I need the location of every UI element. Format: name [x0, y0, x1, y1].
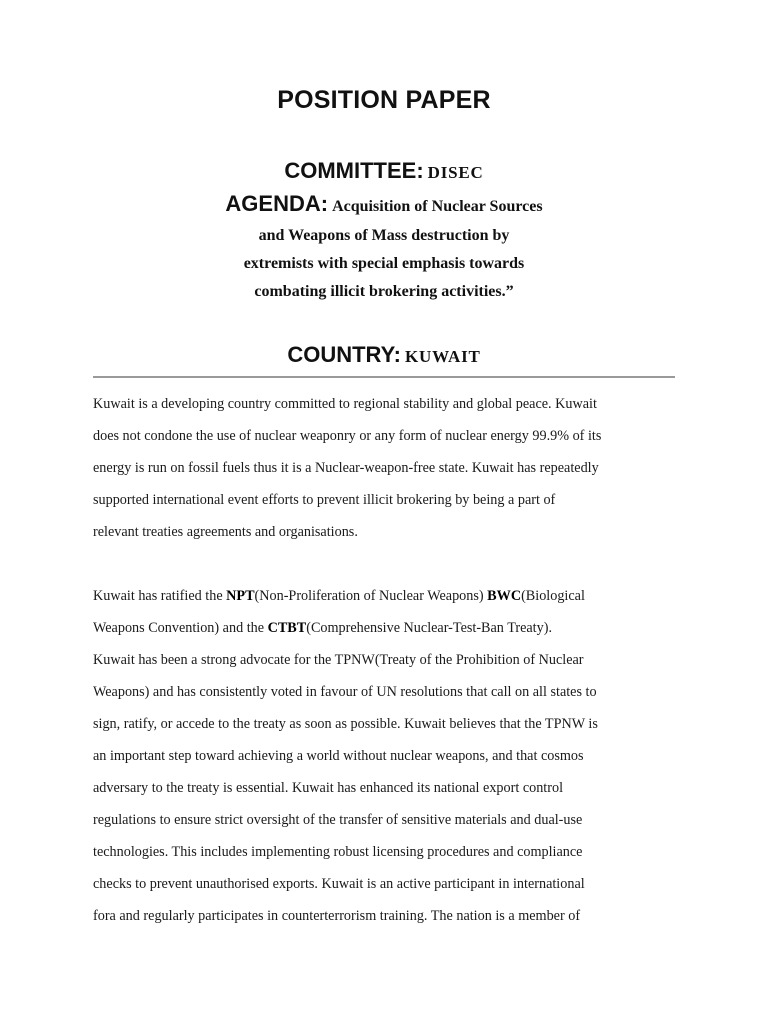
bwc-acronym: BWC [487, 588, 522, 604]
body-line: Kuwait is a developing country committed to regional stability and global peace. Kuwait [93, 396, 597, 412]
country-value: KUWAIT [405, 347, 481, 366]
agenda-label: AGENDA: [225, 191, 329, 216]
body-line: fora and regularly participates in counterterrorism training. The nation is a member of [93, 908, 581, 924]
committee-label: COMMITTEE: [284, 158, 424, 183]
body-line-treaties [93, 620, 552, 637]
body-line: Kuwait has been a strong advocate for the TPNW(Treaty of the Prohibition of Nuclear [93, 652, 584, 668]
body-line: supported international event efforts to prevent illicit brokering by being a part of [93, 492, 556, 508]
country-label: COUNTRY: [287, 342, 401, 367]
committee-value: DISEC [427, 163, 484, 182]
body-line: an important step toward achieving a world without nuclear weapons, and that cosmos [93, 748, 584, 764]
body-line-treaties [93, 588, 585, 605]
body-text: Weapons Convention) and the [93, 620, 268, 636]
body-line: regulations to ensure strict oversight of the transfer of sensitive materials and dual-use [93, 812, 583, 828]
agenda-text-line-2: and Weapons of Mass destruction by [258, 227, 510, 244]
npt-acronym: NPT [226, 588, 255, 604]
body-line: relevant treaties agreements and organisations. [93, 524, 358, 540]
body-line: checks to prevent unauthorised exports. Kuwait is an active participant in international [93, 876, 585, 892]
country-line [0, 342, 768, 368]
page-title: POSITION PAPER [277, 86, 491, 114]
body-text: (Comprehensive Nuclear-Test-Ban Treaty). [306, 620, 552, 636]
body-text: Kuwait has ratified the [93, 588, 227, 604]
body-line: does not condone the use of nuclear weaponry or any form of nuclear energy 99.9% of its [93, 428, 602, 444]
body-line: adversary to the treaty is essential. Kuwait has enhanced its national export control [93, 780, 564, 796]
body-line: Weapons) and has consistently voted in favour of UN resolutions that call on all states to [93, 684, 597, 700]
committee-line [0, 158, 768, 184]
ctbt-acronym: CTBT [267, 620, 307, 636]
body-line: sign, ratify, or accede to the treaty as soon as possible. Kuwait believes that the TPNW is [93, 716, 598, 732]
agenda-text-line-4: combating illicit brokering activities.” [254, 283, 514, 300]
agenda-text-line-3: extremists with special emphasis towards [243, 255, 525, 272]
body-text: (Non-Proliferation of Nuclear Weapons) [254, 588, 488, 604]
agenda-line [0, 191, 768, 217]
body-line: technologies. This includes implementing robust licensing procedures and compliance [93, 844, 583, 860]
body-text: (Biological [521, 588, 585, 604]
section-divider [93, 376, 675, 378]
agenda-text-line-1: Acquisition of Nuclear Sources [332, 198, 543, 215]
body-line: energy is run on fossil fuels thus it is a Nuclear-weapon-free state. Kuwait has repeatedly [93, 460, 599, 476]
